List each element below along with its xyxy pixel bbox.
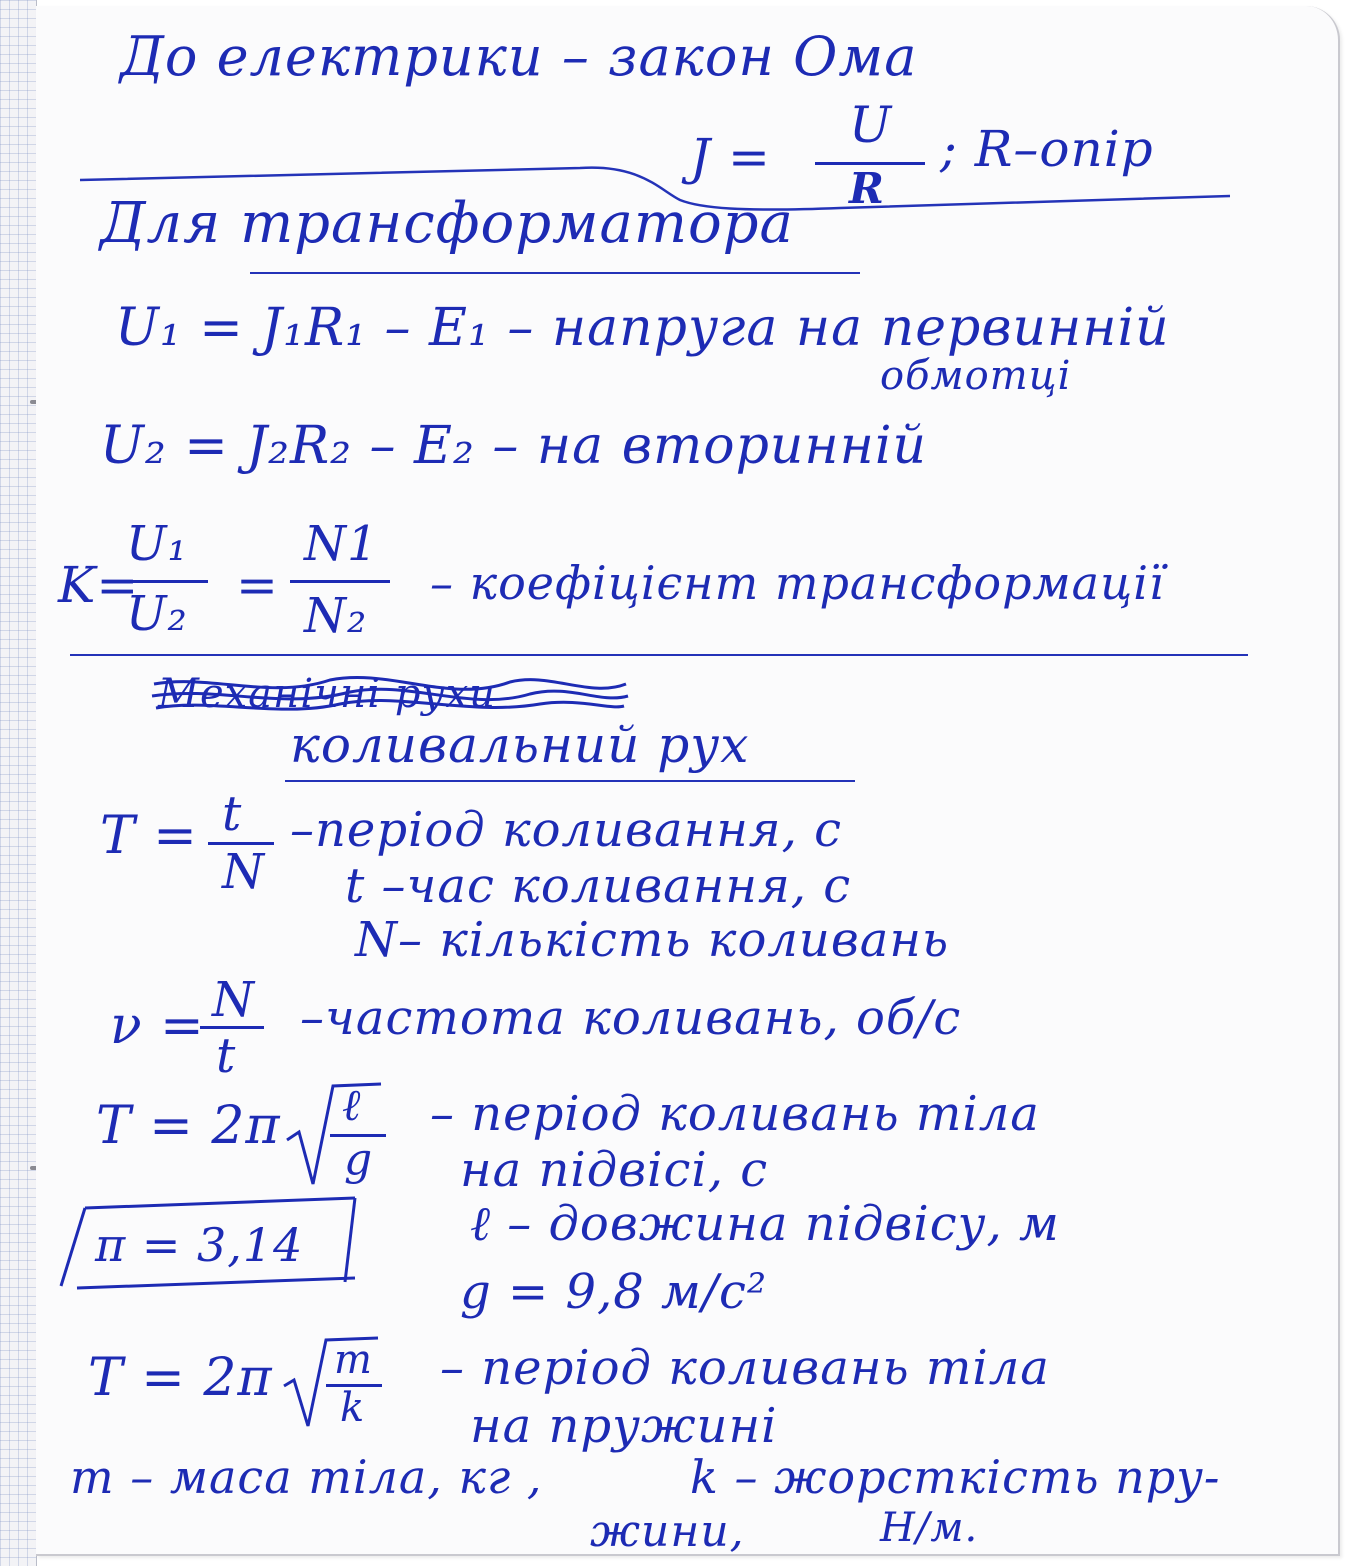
- crossed-out-text: Механічні рухи: [158, 671, 497, 717]
- primary-voltage-equation: U₁ = J₁R₁ – E₁ – напруга на первинній: [115, 298, 1170, 358]
- scribble-strike: [150, 670, 630, 718]
- frequency-fraction: [200, 972, 270, 1086]
- pendulum-description-cont: на підвісі, с: [460, 1142, 769, 1198]
- ohm-law-heading: До електрики – закон Ома: [120, 25, 918, 88]
- spring-numerator: m: [334, 1337, 373, 1383]
- ohm-numerator: U: [849, 96, 893, 154]
- period-fraction: [208, 786, 278, 900]
- stiffness-unit: Н/м.: [880, 1505, 979, 1551]
- k-symbol: K=: [58, 556, 140, 614]
- section-divider: [70, 654, 1248, 656]
- period-numerator: t: [222, 786, 243, 842]
- k-numerator-n1: N1: [304, 516, 379, 572]
- k-denominator-u2: U₂: [126, 586, 188, 642]
- k-description: – коефіцієнт трансформації: [430, 556, 1165, 610]
- frequency-numerator: N: [212, 972, 255, 1028]
- pendulum-lhs: T = 2π: [96, 1096, 281, 1156]
- k-fraction-voltage: [112, 516, 212, 650]
- length-definition: ℓ – довжина підвісу, м: [470, 1196, 1060, 1252]
- spring-denominator: k: [340, 1385, 366, 1431]
- gravity-definition: g = 9,8 м/с²: [460, 1264, 768, 1320]
- k-numerator-u1: U₁: [126, 516, 188, 572]
- notebook-margin-grid: [0, 0, 37, 1566]
- period-denominator: N: [222, 844, 265, 900]
- count-definition: N– кількість коливань: [355, 912, 950, 968]
- ohm-denominator: R: [849, 164, 885, 213]
- ohm-formula-lhs: J =: [690, 128, 771, 186]
- fraction-bar: [290, 580, 390, 583]
- k-fraction-turns: [290, 516, 400, 650]
- pendulum-fraction: [330, 1080, 390, 1194]
- ohm-resistance-note: ; R–опір: [940, 120, 1154, 178]
- transformer-heading-underline: [250, 272, 860, 274]
- spring-fraction: [326, 1337, 386, 1440]
- period-description: –період коливання, с: [290, 802, 842, 858]
- frequency-denominator: t: [216, 1028, 237, 1084]
- primary-winding-word: обмотці: [880, 353, 1072, 399]
- pendulum-numerator: ℓ: [342, 1080, 362, 1131]
- frequency-description: –частота коливань, об/с: [300, 990, 962, 1046]
- k-denominator-n2: N₂: [304, 588, 368, 644]
- spring-description-cont: на пружині: [470, 1398, 778, 1454]
- mass-definition: m – маса тіла, кг ,: [70, 1450, 543, 1504]
- pi-value: π = 3,14: [95, 1218, 304, 1272]
- oscillation-heading: коливальний рух: [290, 716, 750, 774]
- spring-lhs: T = 2π: [88, 1348, 273, 1408]
- secondary-voltage-equation: U₂ = J₂R₂ – E₂ – на вторинній: [100, 416, 927, 476]
- stiffness-definition: k – жорсткість пру-: [690, 1450, 1221, 1504]
- k-equals: =: [236, 556, 279, 614]
- oscillation-heading-underline: [285, 780, 855, 782]
- transformer-heading: Для трансформатора: [100, 191, 794, 256]
- fraction-bar: [112, 580, 208, 583]
- stiffness-definition-cont: жини,: [590, 1506, 745, 1557]
- period-lhs: T =: [100, 806, 198, 866]
- crossed-out-heading: [150, 670, 630, 718]
- pendulum-denominator: g: [344, 1134, 374, 1185]
- spring-description: – період коливань тіла: [440, 1340, 1050, 1396]
- pendulum-description: – період коливань тіла: [430, 1086, 1040, 1142]
- frequency-lhs: ν =: [110, 996, 205, 1056]
- time-definition: t –час коливання, с: [345, 858, 852, 914]
